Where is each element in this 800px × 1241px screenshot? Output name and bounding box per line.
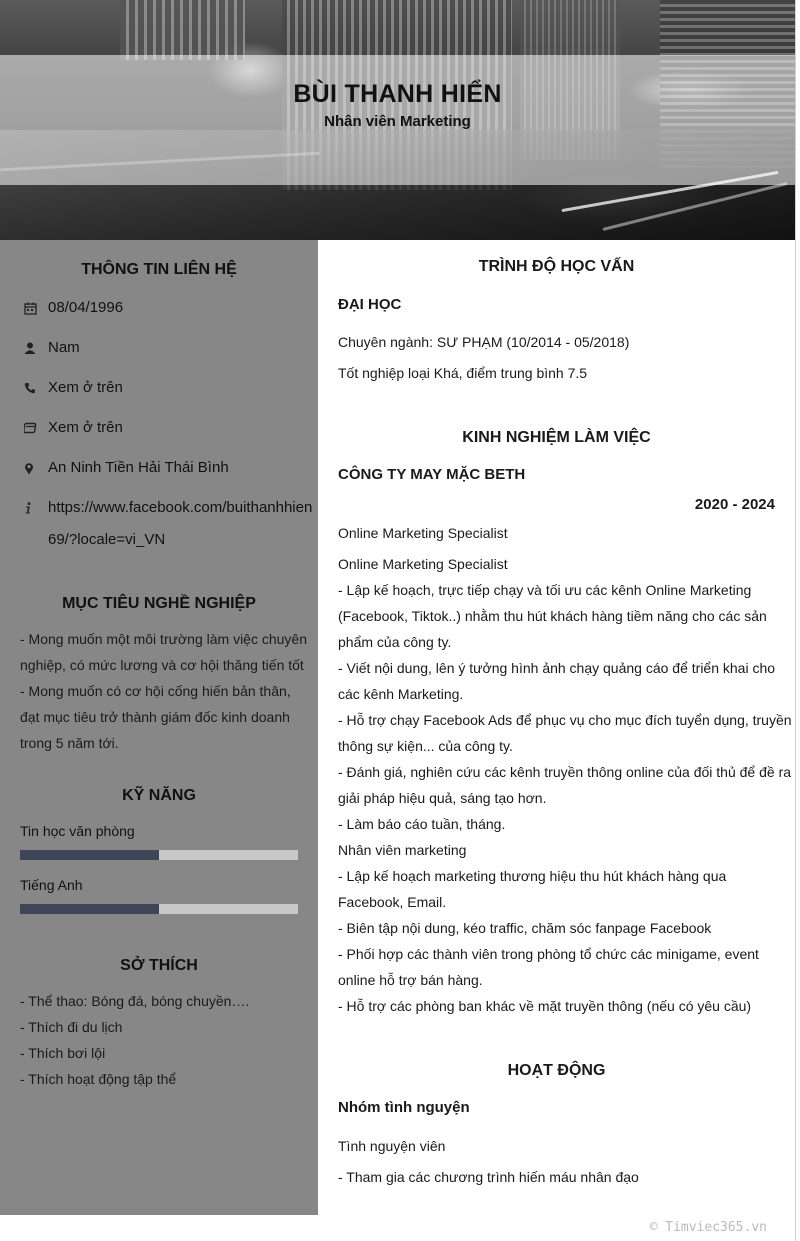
phone-value: Xem ở trên xyxy=(48,379,123,396)
skill-name: Tiếng Anh xyxy=(20,877,83,893)
map-marker-icon xyxy=(24,452,48,484)
contact-birthday xyxy=(24,292,314,324)
birthday-value: 08/04/1996 xyxy=(48,299,124,316)
contact-phone xyxy=(24,372,314,404)
gender-value: Nam xyxy=(48,339,80,356)
education-major: Chuyên ngành: SƯ PHẠM (10/2014 - 05/2018) xyxy=(338,334,630,350)
skill-name: Tin học văn phòng xyxy=(20,823,135,839)
education-result: Tốt nghiệp loại Khá, điểm trung bình 7.5 xyxy=(338,365,588,381)
experience-position: Online Marketing Specialist xyxy=(338,525,508,541)
main-content xyxy=(318,240,795,1215)
info-icon xyxy=(24,492,48,524)
contact-title: THÔNG TIN LIÊN HỆ xyxy=(81,261,237,278)
experience-period: 2020 - 2024 xyxy=(694,496,775,513)
contact-gender xyxy=(24,332,314,364)
education-title: TRÌNH ĐỘ HỌC VẤN xyxy=(478,258,635,275)
website-value[interactable]: https://www.facebook.com/buithanhhien69/?locale=vi_VN xyxy=(48,499,313,548)
header-banner xyxy=(0,0,795,240)
candidate-role: Nhân viên Marketing xyxy=(324,113,471,130)
activities-detail: - Tham gia các chương trình hiến máu nhân đạo xyxy=(338,1169,639,1185)
skill-bar-fill xyxy=(20,904,159,914)
activities-role: Tình nguyện viên xyxy=(338,1138,446,1154)
hobbies-title: SỞ THÍCH xyxy=(120,957,198,974)
objective-text: - Mong muốn một môi trường làm việc chuyên nghiệp, có mức lương và cơ hội thăng tiến tốt - Mong muốn có cơ hội cống hiến bản thân, đạt mục tiêu trở thành giám đốc kinh doanh trong 5 năm tới. xyxy=(20,631,307,751)
skill-bar xyxy=(20,850,298,860)
experience-details: Online Marketing Specialist - Lập kế hoạch, trực tiếp chạy và tối ưu các kênh Online Marketing (Facebook, Tiktok..) nhằm thu hút khách hàng tiềm năng cho các sản phẩm của công ty. - Viết nội dung, lên ý tưởng hình ảnh chạy quảng cáo để triển khai cho các kênh Marketing. - Hỗ trợ chạy Facebook Ads để phục vụ cho mục đích tuyển dụng, truyền thông sự kiện... của công ty. - Đánh giá, nghiên cứu các kênh truyền thông online của đối thủ để đề ra giải pháp hiệu quả, sáng tạo hơn. - Làm báo cáo tuần, tháng. Nhân viên marketing - Lập kế hoạch marketing thương hiệu thu hút khách hàng qua Facebook, Email. - Biên tập nội dung, kéo traffic, chăm sóc fanpage Facebook - Phối hợp các thành viên trong phòng tổ chức các minigame, event online hỗ trợ bán hàng. - Hỗ trợ các phòng ban khác về mặt truyền thông (nếu có yêu cầu) xyxy=(338,556,792,1014)
skills-title: KỸ NĂNG xyxy=(122,787,196,804)
activities-title: HOẠT ĐỘNG xyxy=(507,1062,606,1079)
watermark: © Timviec365.vn xyxy=(649,1220,767,1235)
sidebar xyxy=(0,240,318,1215)
email-value: Xem ở trên xyxy=(48,419,123,436)
objective-title: MỤC TIÊU NGHỀ NGHIỆP xyxy=(62,595,256,612)
user-icon xyxy=(24,332,48,364)
experience-title: KINH NGHIỆM LÀM VIỆC xyxy=(462,429,651,446)
calendar-icon xyxy=(24,292,48,324)
banner-building xyxy=(120,0,245,60)
experience-company: CÔNG TY MAY MẶC BETH xyxy=(338,466,526,483)
activities-org: Nhóm tình nguyện xyxy=(338,1099,470,1116)
address-value: An Ninh Tiền Hải Thái Bình xyxy=(48,459,229,476)
envelope-icon xyxy=(24,412,48,444)
phone-icon xyxy=(24,372,48,404)
skill-bar-fill xyxy=(20,850,159,860)
contact-address xyxy=(24,452,314,484)
candidate-name: BÙI THANH HIỂN xyxy=(293,80,502,108)
skill-bar xyxy=(20,904,298,914)
hobbies-text: - Thể thao: Bóng đá, bóng chuyền…. - Thích đi du lịch - Thích bơi lội - Thích hoạt động tập thể xyxy=(20,993,250,1087)
education-school: ĐẠI HỌC xyxy=(338,296,402,313)
contact-email xyxy=(24,412,314,444)
contact-website xyxy=(24,492,314,556)
